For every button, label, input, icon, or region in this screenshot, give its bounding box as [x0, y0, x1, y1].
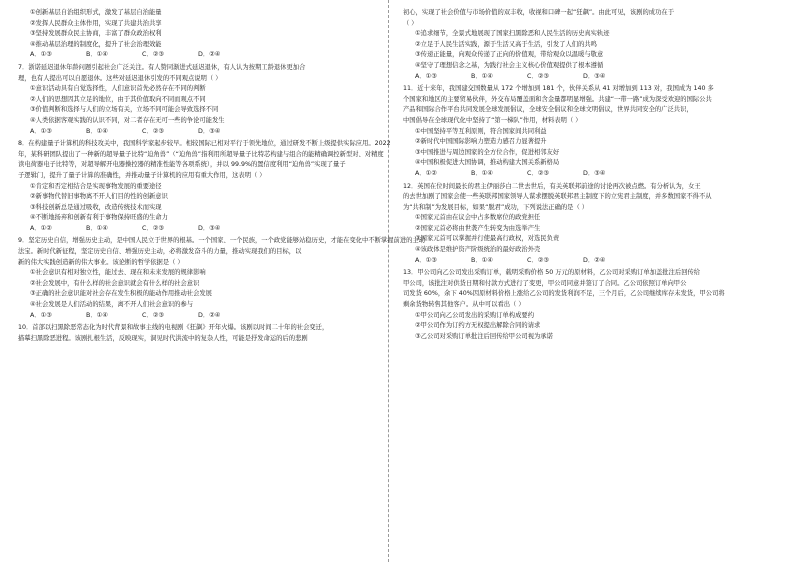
- answer-a: A．①③: [415, 72, 437, 80]
- answer-a: A．①③: [30, 311, 52, 319]
- question-text: 甲公司，该批注对供货日期和付款方式进行了变更，甲公司同意并签订了合同。乙公司依照订单向甲公: [403, 279, 687, 287]
- option-line: ③科技创新总是通过吸收，改造传统技术而实现: [30, 203, 162, 211]
- answer-choices: [18, 311, 376, 322]
- answer-a: A．①②: [415, 169, 437, 177]
- option-line: ②国家元首必将由世袭产生转变为由选举产生: [415, 224, 541, 232]
- answer-b: B．①④: [86, 311, 108, 319]
- column-divider: [388, 0, 389, 562]
- option-line: ④坚守了理想信念之基，为践行社会主义核心价值观提供了根本遵循: [415, 61, 604, 69]
- option-line: ①甲公司向乙公司发出的采购订单构成要约: [415, 311, 534, 319]
- option-line: ④推动基层治理的制度化，提升了社会治理效能: [30, 40, 162, 48]
- option-line: ②立足于人民生活实践，源于生活又高于生活，引发了人们的共鸣: [415, 40, 597, 48]
- question-text: 子逻辑门，提升了量子计算的准确性，并推动量子计算机的应用有重大作用，这表明（ ）: [18, 171, 266, 179]
- left-column: [18, 8, 426, 344]
- answer-b: B．①④: [86, 51, 108, 59]
- question-10-tail: [403, 8, 761, 82]
- answer-choices: [18, 127, 376, 138]
- option-line: ②甲公司作为订约方无权提出解除合同的请求: [415, 322, 541, 330]
- option-line: ①社会意识有相对独立性，能过去、现在和未来发展的规律影响: [30, 269, 206, 277]
- answer-choices: [403, 256, 761, 267]
- question-text: 个国家和地区的主要贸易伙伴，外交布局覆盖面和含金量都明显增强。共建“一带一路”成为深受欢迎的国际公共: [403, 95, 712, 103]
- option-line: ①创新基层自治组织形式，激发了基层自治能量: [30, 9, 162, 16]
- question-text: 描摹扫黑除恶进程。该剧扎根生活，反映现实，洞见时代洪流中的复杂人性，可能是抒发命运的后的悲剧: [18, 334, 308, 342]
- option-line: ③价值判断和选择与人们的立场有关，立场不同可能会导致选择不同: [30, 106, 219, 114]
- option-line: ③中国推进与周边国家的全方位合作，促进相邻友好: [415, 148, 560, 156]
- answer-choices: [18, 50, 376, 61]
- question-text: 产品和国际合作平台共同发展全球发展倡议，全球安全倡议和全球文明倡议，世界共同安全的广泛共识，: [403, 106, 693, 114]
- answer-a: A．①②: [30, 224, 52, 232]
- question-text: （ ）: [403, 19, 418, 27]
- answer-c: C．②③: [527, 72, 549, 80]
- question-8: [18, 139, 391, 234]
- answer-d: D．②④: [198, 51, 221, 59]
- answer-b: B．①④: [86, 224, 108, 232]
- option-line: ③国家元首可以掌握并行使最高行政权，对选民负责: [415, 235, 560, 243]
- question-text: 11．近十来年，我国建交国数量从 172 个增加到 181 个，伙伴关系从 41 对增加到 113 对，我国成为 140 多: [403, 85, 714, 93]
- option-line: ①意识活动具有自觉选择性，人们意识首先必然存在不同的判断: [30, 85, 206, 93]
- option-line: ②社会发展中，有什么样的社会意识就会有什么样的社会意识: [30, 279, 200, 287]
- option-line: ③传递正能量，向观众传递了正向的价值观，带给观众以温暖与敬意: [415, 51, 604, 59]
- answer-c: C．②③: [527, 256, 549, 264]
- question-text: 剩余货物转售其他客户。从中可以看出（ ）: [403, 301, 525, 309]
- question-10: [18, 323, 376, 344]
- question-text: 12．英国在位时间最长的君主伊丽莎白二世去世后，有关英联邦前途的讨论再次被点燃。有分析认为，女王: [403, 182, 701, 190]
- answer-a: A．①③: [30, 127, 52, 135]
- question-text: 7．浙诺延迟退休年龄问题引起社会广泛关注。有人赞同渐进式延迟退休，有人认为按期工龄退休更加合: [18, 63, 306, 71]
- answer-d: D．③④: [583, 72, 606, 80]
- answer-c: C．②③: [142, 51, 164, 59]
- answer-choices: [403, 72, 761, 83]
- option-line: ④该政体是维护资产阶级统治的最好政治外壳: [415, 246, 541, 254]
- answer-c: C．②③: [142, 224, 164, 232]
- answer-b: B．①④: [86, 127, 108, 135]
- answer-a: A．①③: [415, 256, 437, 264]
- question-text: 9．坚定历史自信，增强历史主动，是中国人民立于世界的根基。一个国家、一个民族，一个政党能够站稳历史，才能在变化中不断掌握前进的主动: [18, 237, 426, 245]
- question-text: 8．在构建量子计算机的科技攻关中，我国科学家起步较早。相较国际已相对平行于领先地位，通过研发不断上级提供实际应用。2022: [18, 140, 391, 148]
- question-6-tail: [18, 8, 376, 61]
- answer-d: D．③④: [198, 127, 221, 135]
- question-text: 年，某科研团队提出了一种新的超导量子比特“迫角兽”（“迫角兽”指利用所超导量子比特芯构建与组合的能精确调控新型对、对精度: [18, 150, 384, 158]
- answer-d: D．②④: [583, 256, 606, 264]
- answer-c: C．②③: [527, 169, 549, 177]
- question-text: 10．首部以扫黑除恶常态化为时代背景和故事主线的电视剧《狂飙》开年火爆。该剧以时间二十年的社会变迁，: [18, 324, 329, 332]
- right-column: [403, 8, 761, 342]
- question-text: 13．甲公司向乙公司发出采购订单，载明采购价格 50 万元的原材料，乙公司对采购订单加盖批注后回传给: [403, 269, 701, 277]
- option-line: ④中国积极促进大国协调，推动构建大国关系新格局: [415, 159, 560, 167]
- answer-a: A．①③: [30, 51, 52, 59]
- answer-d: D．③④: [583, 169, 606, 177]
- question-7: [18, 63, 376, 137]
- answer-b: B．①④: [471, 72, 493, 80]
- option-line: ①中国坚持平等互利原则，符合国家间共同利益: [415, 127, 547, 135]
- option-line: ②新事物代替旧事物离不开人们目的性的创新意识: [30, 193, 168, 201]
- question-text: 法宝。新时代新征程，坚定历史自信、增强历史主动，必将激发奋斗的力量，推动实现我们的目标，以: [18, 248, 302, 256]
- question-12: [403, 182, 761, 267]
- option-line: ①国家元首由在议会中占多数席位的政党担任: [415, 214, 541, 222]
- option-line: ②发挥人民群众主体作用，实现了共建共治共享: [30, 19, 162, 27]
- question-text: 中国倡导在全球现代化中坚持了“第一梯队”作用，材料表明（ ）: [403, 116, 582, 124]
- answer-choices: [18, 224, 376, 235]
- answer-d: D．②④: [198, 311, 221, 319]
- option-line: ③正确的社会意识能对社会存在发生积极的能动作用推动社会发展: [30, 290, 212, 298]
- answer-c: C．②③: [142, 311, 164, 319]
- question-text: 初心，实现了社会价值与市场价值的双丰收，收视和口碑一起“狂飙”。由此可见，该剧的成功在于: [403, 9, 674, 16]
- option-line: ④人类依据客观实践的认识不同，对二者存在无可一些的争论可能发生: [30, 116, 225, 124]
- question-text: 理，也有人提出可以自愿退休。这些对延迟退休引发的不同观点说明（ ）: [18, 74, 222, 82]
- question-9: [18, 236, 426, 321]
- option-line: ③乙公司对采购订单批注后回传给甲公司视为承诺: [415, 332, 553, 340]
- option-line: ④社会发展是人们活动的结果，离不开人们社会意识的参与: [30, 301, 194, 309]
- option-line: ④不断地扬弃和创新有利于事物保持旺盛的生命力: [30, 214, 168, 222]
- option-line: ①追求细节，全景式地展现了国家扫黑除恶和人民生活的历史真实轨迹: [415, 30, 610, 38]
- option-line: ②新时代中国国际影响力塑造力感召力显著提升: [415, 138, 547, 146]
- answer-c: C．②③: [142, 127, 164, 135]
- answer-b: B．①④: [471, 256, 493, 264]
- question-text: 新的伟大实践创造新的伟大事业。该论断的哲学依据是（ ）: [18, 258, 184, 266]
- answer-choices: [403, 169, 761, 180]
- option-line: ①肯定和否定相结合是实现事物发展的重要途径: [30, 182, 162, 190]
- question-text: 为“共和制”为发展目标，如果“脱君”成功，下列说法正确的是（ ）: [403, 203, 589, 211]
- question-text: 司发货 60%，余下 40%因原材料价格上涨给乙公司的发货利润不足，三个月后，乙公司继续库存未发货，甲公司将: [403, 290, 725, 298]
- answer-d: D．③④: [198, 224, 221, 232]
- question-11: [403, 84, 761, 179]
- question-text: 的去世加剧了国家会使一些英联邦国家领导人谋求摆脱英联邦君主制度下的立宪君主制度，并多数国家不得不从: [403, 193, 712, 201]
- question-13: [403, 268, 761, 342]
- question-text: 读电荷器电子比特等，对超导解开电器操控器的精准性能等各项系统），并以 99.9%的置信度利用“迫角兽”实现了量子: [18, 161, 346, 169]
- answer-b: B．①④: [471, 169, 493, 177]
- option-line: ②人们的思想因其立足的地位，由于其价值取向不同而观点不同: [30, 95, 206, 103]
- option-line: ③坚持发展群众民主协商，丰富了群众政治权利: [30, 30, 162, 38]
